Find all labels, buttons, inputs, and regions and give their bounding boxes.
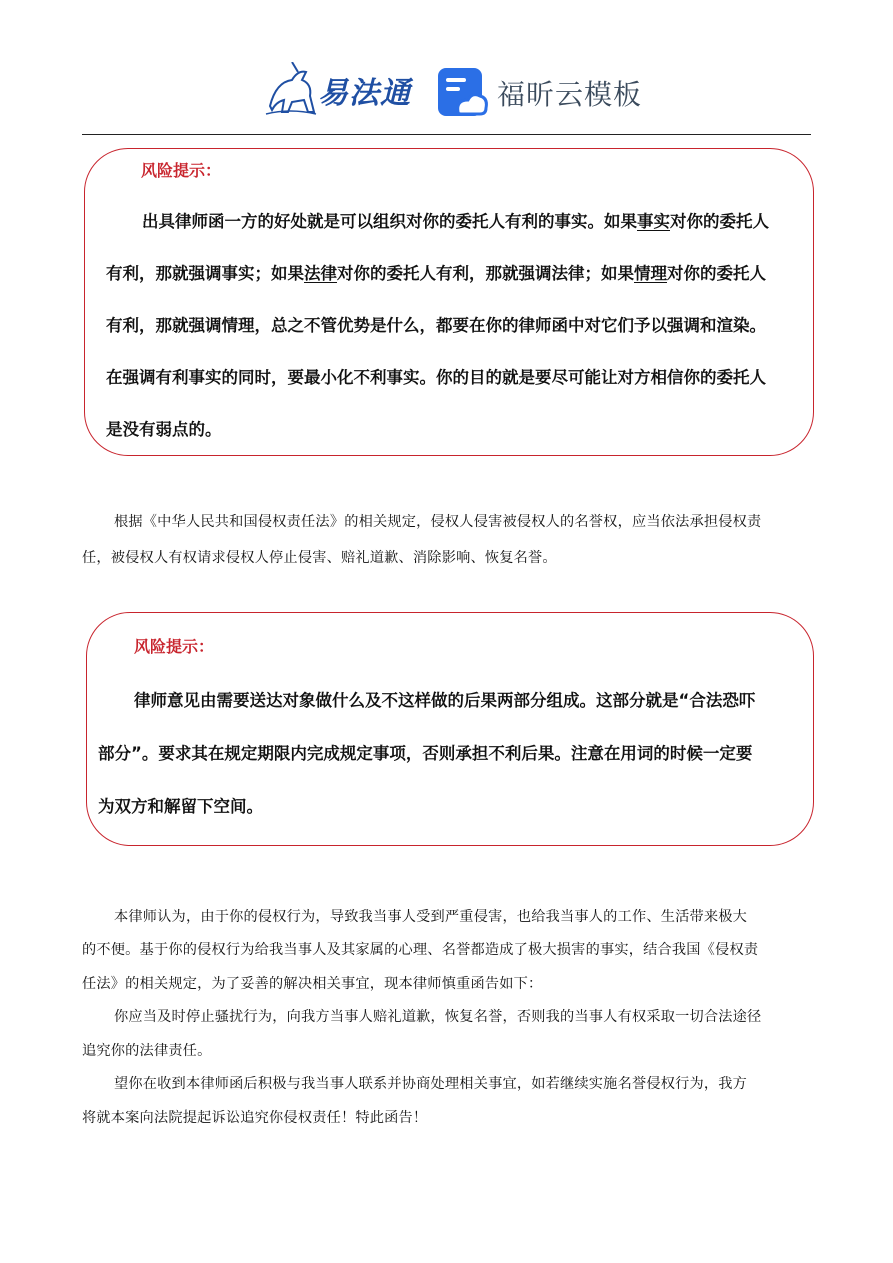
body-paragraph-line: 追究你的法律责任。: [82, 1043, 212, 1059]
header-divider: [82, 134, 811, 135]
risk-tip-title: 风险提示：: [141, 161, 222, 180]
risk-tip-line: 有利，那就强调情理，总之不管优势是什么，都要在你的律师函中对它们予以强调和渲染。: [106, 316, 766, 335]
risk-tip-title: 风险提示：: [134, 637, 215, 656]
body-paragraph-line: 本律师认为，由于你的侵权行为，导致我当事人受到严重侵害，也给我当事人的工作、生活带来极大: [114, 909, 748, 925]
risk-tip-line: 律师意见由需要送达对象做什么及不这样做的后果两部分组成。这部分就是“合法恐吓: [134, 691, 756, 710]
risk-tip-line: 部分”。要求其在规定期限内完成规定事项，否则承担不利后果。注意在用词的时候一定要: [98, 744, 753, 763]
page-header: [0, 0, 893, 134]
body-paragraph-line: 根据《中华人民共和国侵权责任法》的相关规定，侵权人侵害被侵权人的名誉权，应当依法承担侵权责: [114, 514, 762, 530]
body-paragraph-line: 你应当及时停止骚扰行为，向我方当事人赔礼道歉，恢复名誉，否则我的当事人有权采取一切合法途径: [114, 1009, 762, 1025]
logo-fuxin-text: 福昕云模板: [497, 78, 643, 111]
body-paragraph-line: 的不便。基于你的侵权行为给我当事人及其家属的心理、名誉都造成了极大损害的事实，结合我国《侵权责: [82, 942, 759, 958]
document-cloud-icon: [436, 66, 488, 118]
risk-tip-line: 在强调有利事实的同时，要最小化不利事实。你的目的就是要尽可能让对方相信你的委托人: [106, 368, 766, 387]
risk-tip-box-1: [84, 148, 814, 456]
logo-yifatong-text: 易法通: [318, 76, 411, 111]
body-paragraph-line: 望你在收到本律师函后积极与我当事人联系并协商处理相关事宜，如若继续实施名誉侵权行为，我方: [114, 1076, 748, 1092]
risk-tip-line: 出具律师函一方的好处就是可以组织对你的委托人有利的事实。如果事实对你的委托人: [142, 212, 769, 231]
body-paragraph-line: 任法》的相关规定，为了妥善的解决相关事宜，现本律师慎重函告如下：: [82, 976, 543, 992]
risk-tip-line: 有利，那就强调事实；如果法律对你的委托人有利，那就强调法律；如果情理对你的委托人: [106, 264, 766, 283]
risk-tip-line: 是没有弱点的。: [106, 420, 222, 439]
body-paragraph-line: 任，被侵权人有权请求侵权人停止侵害、赔礼道歉、消除影响、恢复名誉。: [82, 550, 557, 566]
body-paragraph-line: 将就本案向法院提起诉讼追究你侵权责任！特此函告！: [82, 1110, 428, 1126]
risk-tip-line: 为双方和解留下空间。: [98, 797, 263, 816]
